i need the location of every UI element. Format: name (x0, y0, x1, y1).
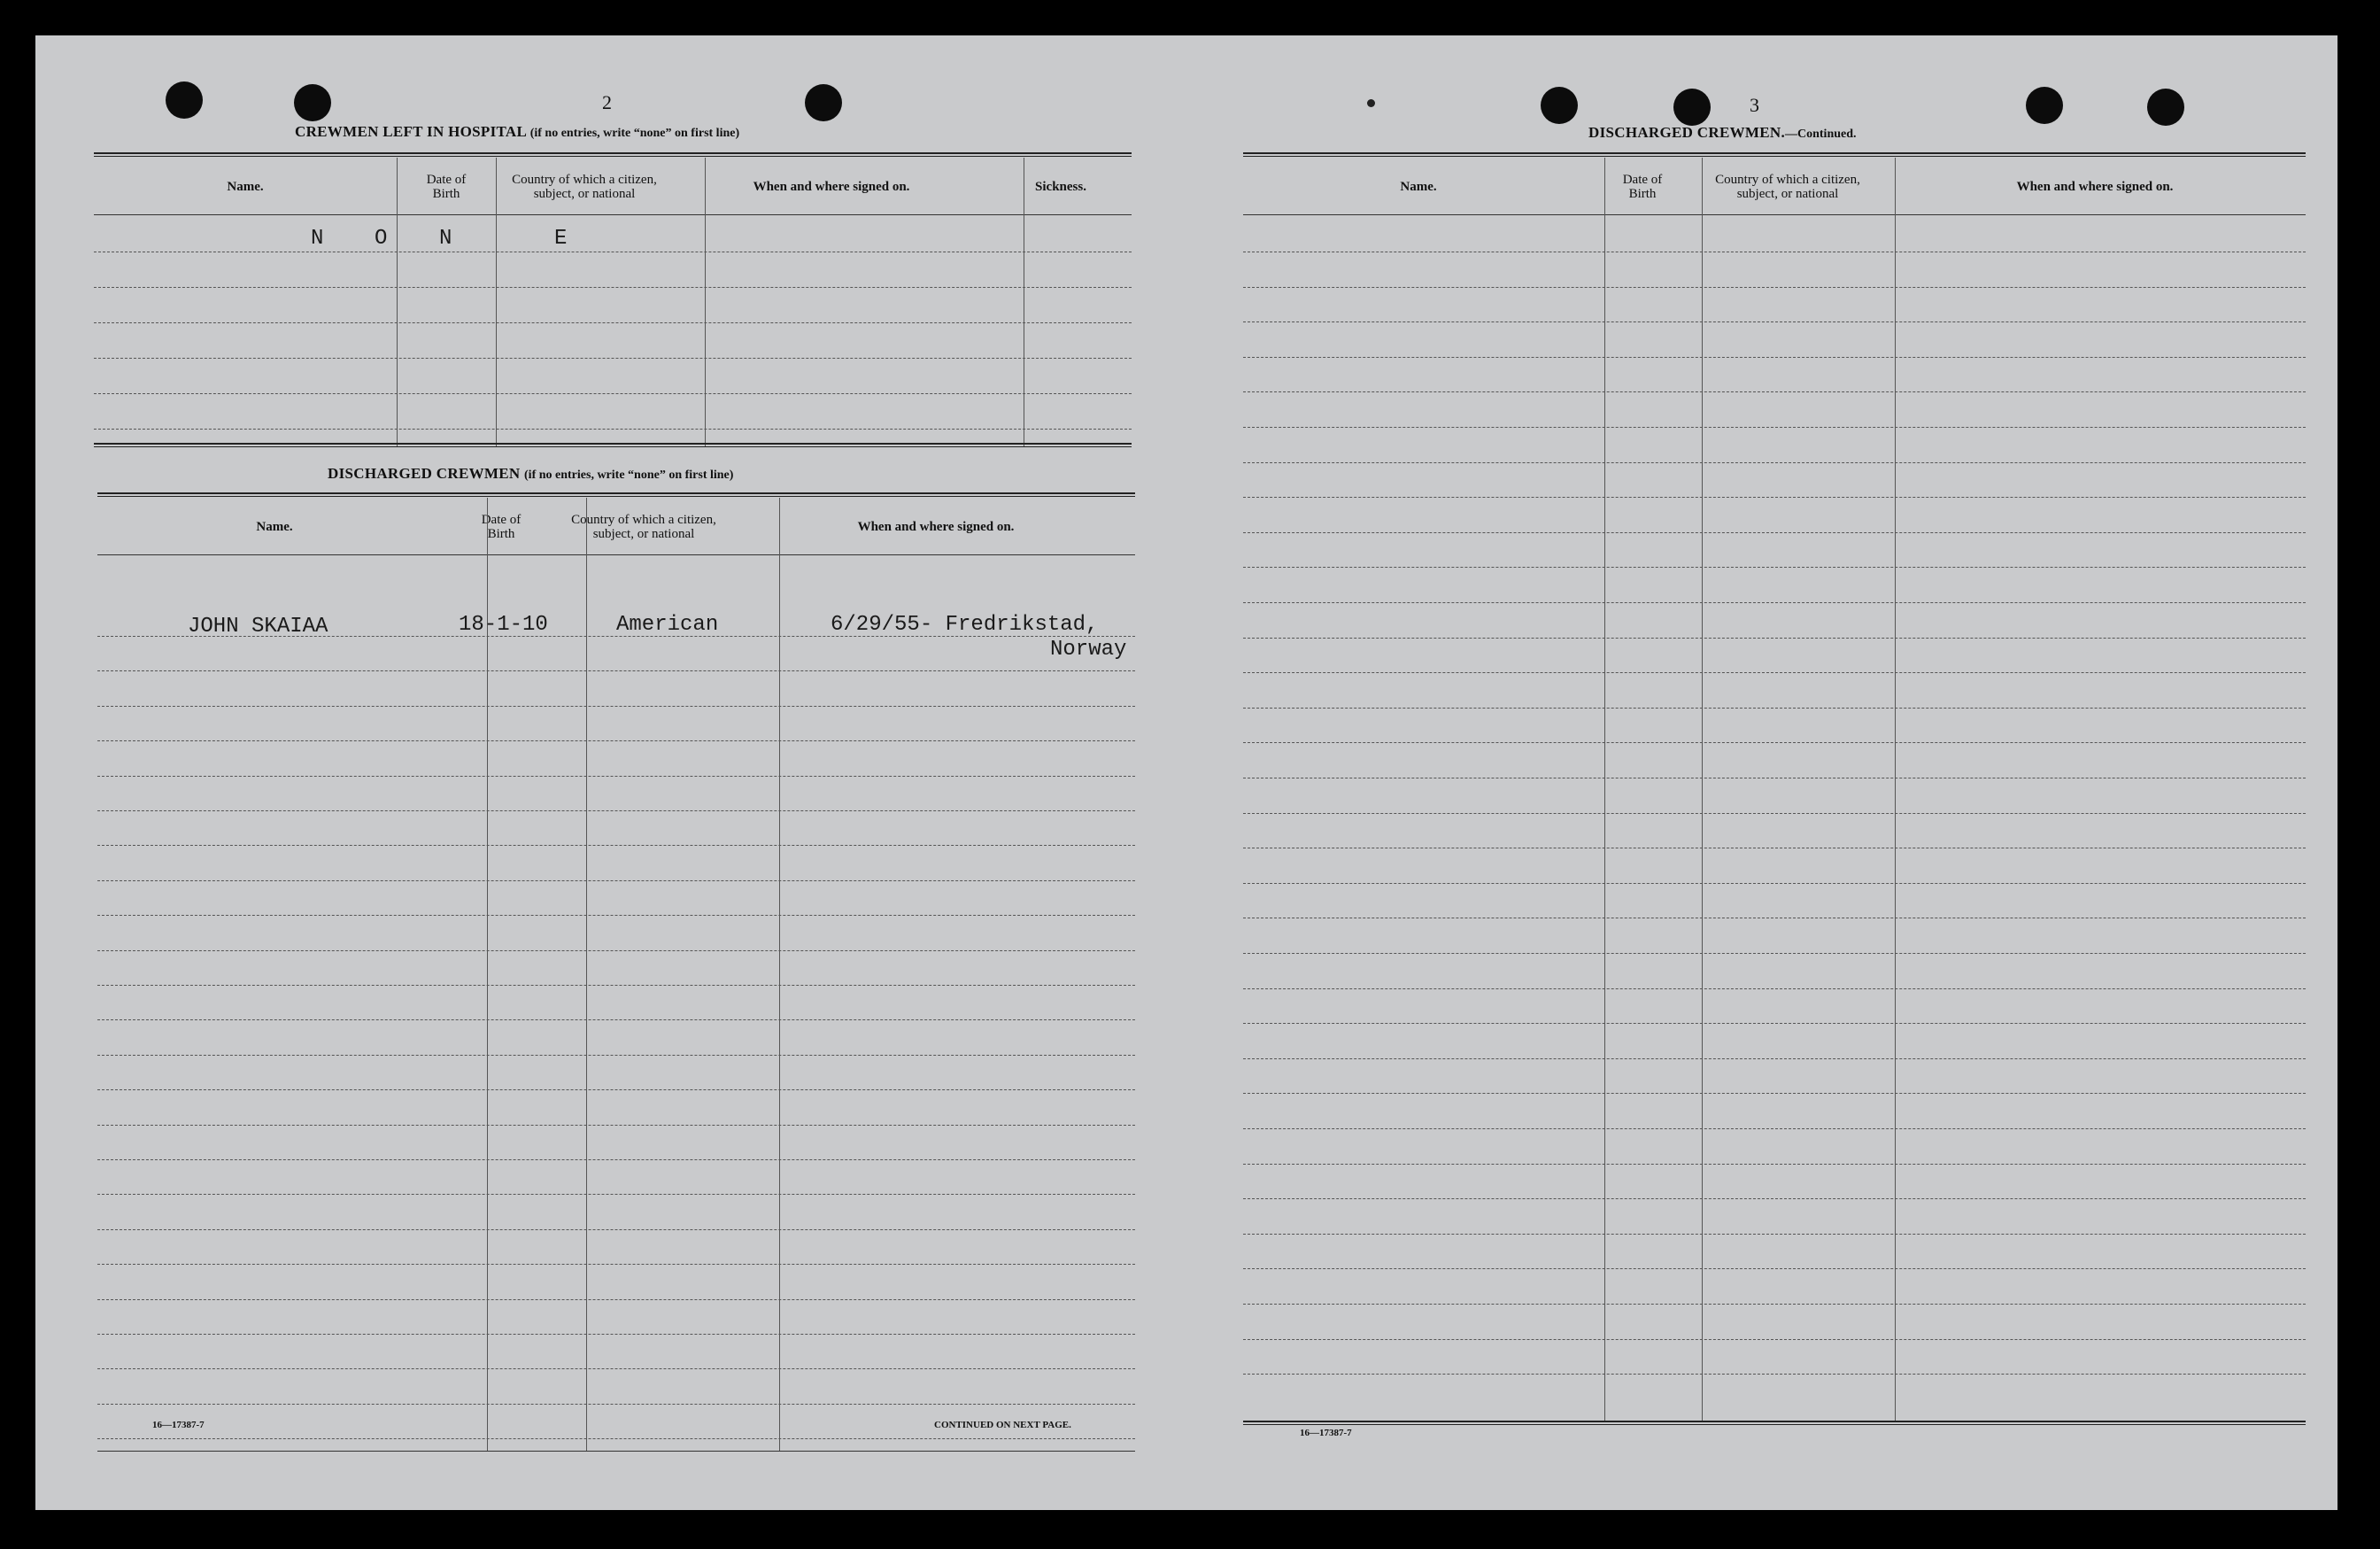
discharged-table (97, 492, 1135, 1452)
entry-line (1243, 532, 2306, 533)
punch-hole (2147, 89, 2184, 126)
punch-hole (1673, 89, 1711, 126)
entry-line (94, 358, 1132, 359)
discharged-row-signed-line1: 6/29/55- Fredrikstad, (831, 613, 1099, 637)
entry-line (97, 1089, 1135, 1090)
entry-line (1243, 1023, 2306, 1024)
entry-line (1243, 672, 2306, 673)
column-divider (496, 158, 497, 446)
hospital-title-text: CREWMEN LEFT IN HOSPITAL (295, 123, 527, 140)
entry-line (97, 1019, 1135, 1020)
entry-line (1243, 638, 2306, 639)
table-bottom-rule (1243, 1421, 2306, 1425)
entry-line (94, 287, 1132, 288)
column-header-dob: Date of Birth (426, 173, 467, 201)
column-header-signed: When and where signed on. (753, 179, 910, 194)
entry-line (97, 1264, 1135, 1265)
entry-line (97, 1368, 1135, 1369)
column-header-signed: When and where signed on. (2016, 179, 2174, 194)
entry-line (1243, 357, 2306, 358)
document-sheet (35, 35, 2338, 1510)
discharged-row-dob: 18-1-10 (459, 613, 548, 637)
column-header-dob: Date of Birth (1622, 173, 1663, 201)
header-underline (97, 554, 1135, 555)
entry-line (1243, 391, 2306, 392)
entry-line (1243, 1234, 2306, 1235)
entry-line (97, 706, 1135, 707)
entry-line (97, 670, 1135, 671)
form-number-left: 16—17387-7 (152, 1420, 205, 1430)
table-bottom-rule (97, 1451, 1135, 1452)
header-underline (94, 214, 1132, 215)
column-header-sickness: Sickness. (1035, 179, 1086, 194)
entry-line (97, 740, 1135, 741)
entry-line (97, 1194, 1135, 1195)
entry-line (97, 880, 1135, 881)
entry-line (97, 1125, 1135, 1126)
punch-hole (2026, 87, 2063, 124)
hospital-table (94, 152, 1132, 478)
entry-line (1243, 953, 2306, 954)
ink-dot (1367, 99, 1375, 107)
hospital-instruction: (if no entries, write “none” on first line) (529, 127, 740, 140)
entry-line (97, 776, 1135, 777)
discharged-row-name: JOHN SKAIAA (188, 615, 328, 639)
discharged-title-text: DISCHARGED CREWMEN (328, 465, 521, 482)
entry-line (1243, 567, 2306, 568)
column-header-name: Name. (256, 519, 293, 534)
table-top-rule (1243, 152, 2306, 157)
column-divider (1604, 158, 1605, 1422)
column-header-country: Country of which a citizen, subject, or national (512, 173, 657, 201)
entry-line (97, 1229, 1135, 1230)
entry-line (1243, 1093, 2306, 1094)
entry-line (1243, 462, 2306, 463)
right-title-suffix: —Continued. (1785, 128, 1857, 141)
continued-note: CONTINUED ON NEXT PAGE. (934, 1420, 1071, 1430)
column-divider (586, 498, 587, 1451)
page-number-right: 3 (1750, 94, 1759, 116)
entry-line (97, 1438, 1135, 1439)
discharged-section-title (328, 465, 733, 483)
entry-line (97, 1334, 1135, 1335)
entry-line (97, 1299, 1135, 1300)
entry-line (97, 845, 1135, 846)
header-underline (1243, 214, 2306, 215)
page-number-left: 2 (602, 91, 612, 113)
discharged-row-signed-line2: Norway (1050, 638, 1127, 662)
hospital-entry-dob: N (439, 227, 452, 251)
entry-line (97, 1159, 1135, 1160)
hospital-section-title (295, 123, 739, 141)
punch-hole (1541, 87, 1578, 124)
entry-line (1243, 602, 2306, 603)
column-divider (397, 158, 398, 446)
entry-line (97, 1404, 1135, 1405)
column-divider (779, 498, 780, 1451)
entry-line (1243, 321, 2306, 322)
discharged-instruction: (if no entries, write “none” on first line) (524, 469, 734, 482)
hospital-entry-country: E (554, 227, 568, 251)
entry-line (97, 985, 1135, 986)
discharged-continued-table (1243, 152, 2306, 1460)
column-divider (1895, 158, 1896, 1422)
entry-line (1243, 708, 2306, 709)
entry-line (1243, 988, 2306, 989)
column-divider (487, 498, 488, 1451)
form-number-right: 16—17387-7 (1300, 1428, 1352, 1438)
entry-line (1243, 883, 2306, 884)
column-header-country: Country of which a citizen, subject, or national (571, 513, 716, 541)
column-header-country: Country of which a citizen, subject, or national (1715, 173, 1860, 201)
entry-line (1243, 1339, 2306, 1340)
entry-line (1243, 1164, 2306, 1165)
entry-line (1243, 287, 2306, 288)
punch-hole (166, 81, 203, 119)
entry-line (1243, 1374, 2306, 1375)
column-divider (1702, 158, 1703, 1422)
entry-line (97, 1055, 1135, 1056)
table-top-rule (97, 492, 1135, 497)
entry-line (1243, 1198, 2306, 1199)
entry-line (1243, 427, 2306, 428)
entry-line (94, 393, 1132, 394)
column-header-dob: Date of Birth (481, 513, 522, 541)
discharged-row-country: American (616, 613, 719, 637)
entry-line (1243, 497, 2306, 498)
right-title-text: DISCHARGED CREWMEN. (1588, 124, 1785, 141)
entry-line (94, 429, 1132, 430)
column-header-name: Name. (227, 179, 264, 194)
punch-hole (294, 84, 331, 121)
entry-line (94, 322, 1132, 323)
entry-line (1243, 742, 2306, 743)
entry-line (1243, 1304, 2306, 1305)
table-top-rule (94, 152, 1132, 157)
table-bottom-rule (94, 443, 1132, 447)
entry-line (1243, 1128, 2306, 1129)
column-divider (705, 158, 706, 446)
entry-line (97, 950, 1135, 951)
entry-line (1243, 1268, 2306, 1269)
right-section-title (1588, 124, 1857, 142)
punch-hole (805, 84, 842, 121)
column-header-signed: When and where signed on. (857, 519, 1015, 534)
entry-line (97, 810, 1135, 811)
entry-line (1243, 813, 2306, 814)
entry-line (97, 915, 1135, 916)
entry-line (1243, 1058, 2306, 1059)
hospital-entry-name: N O (311, 227, 388, 251)
column-header-name: Name. (1400, 179, 1437, 194)
